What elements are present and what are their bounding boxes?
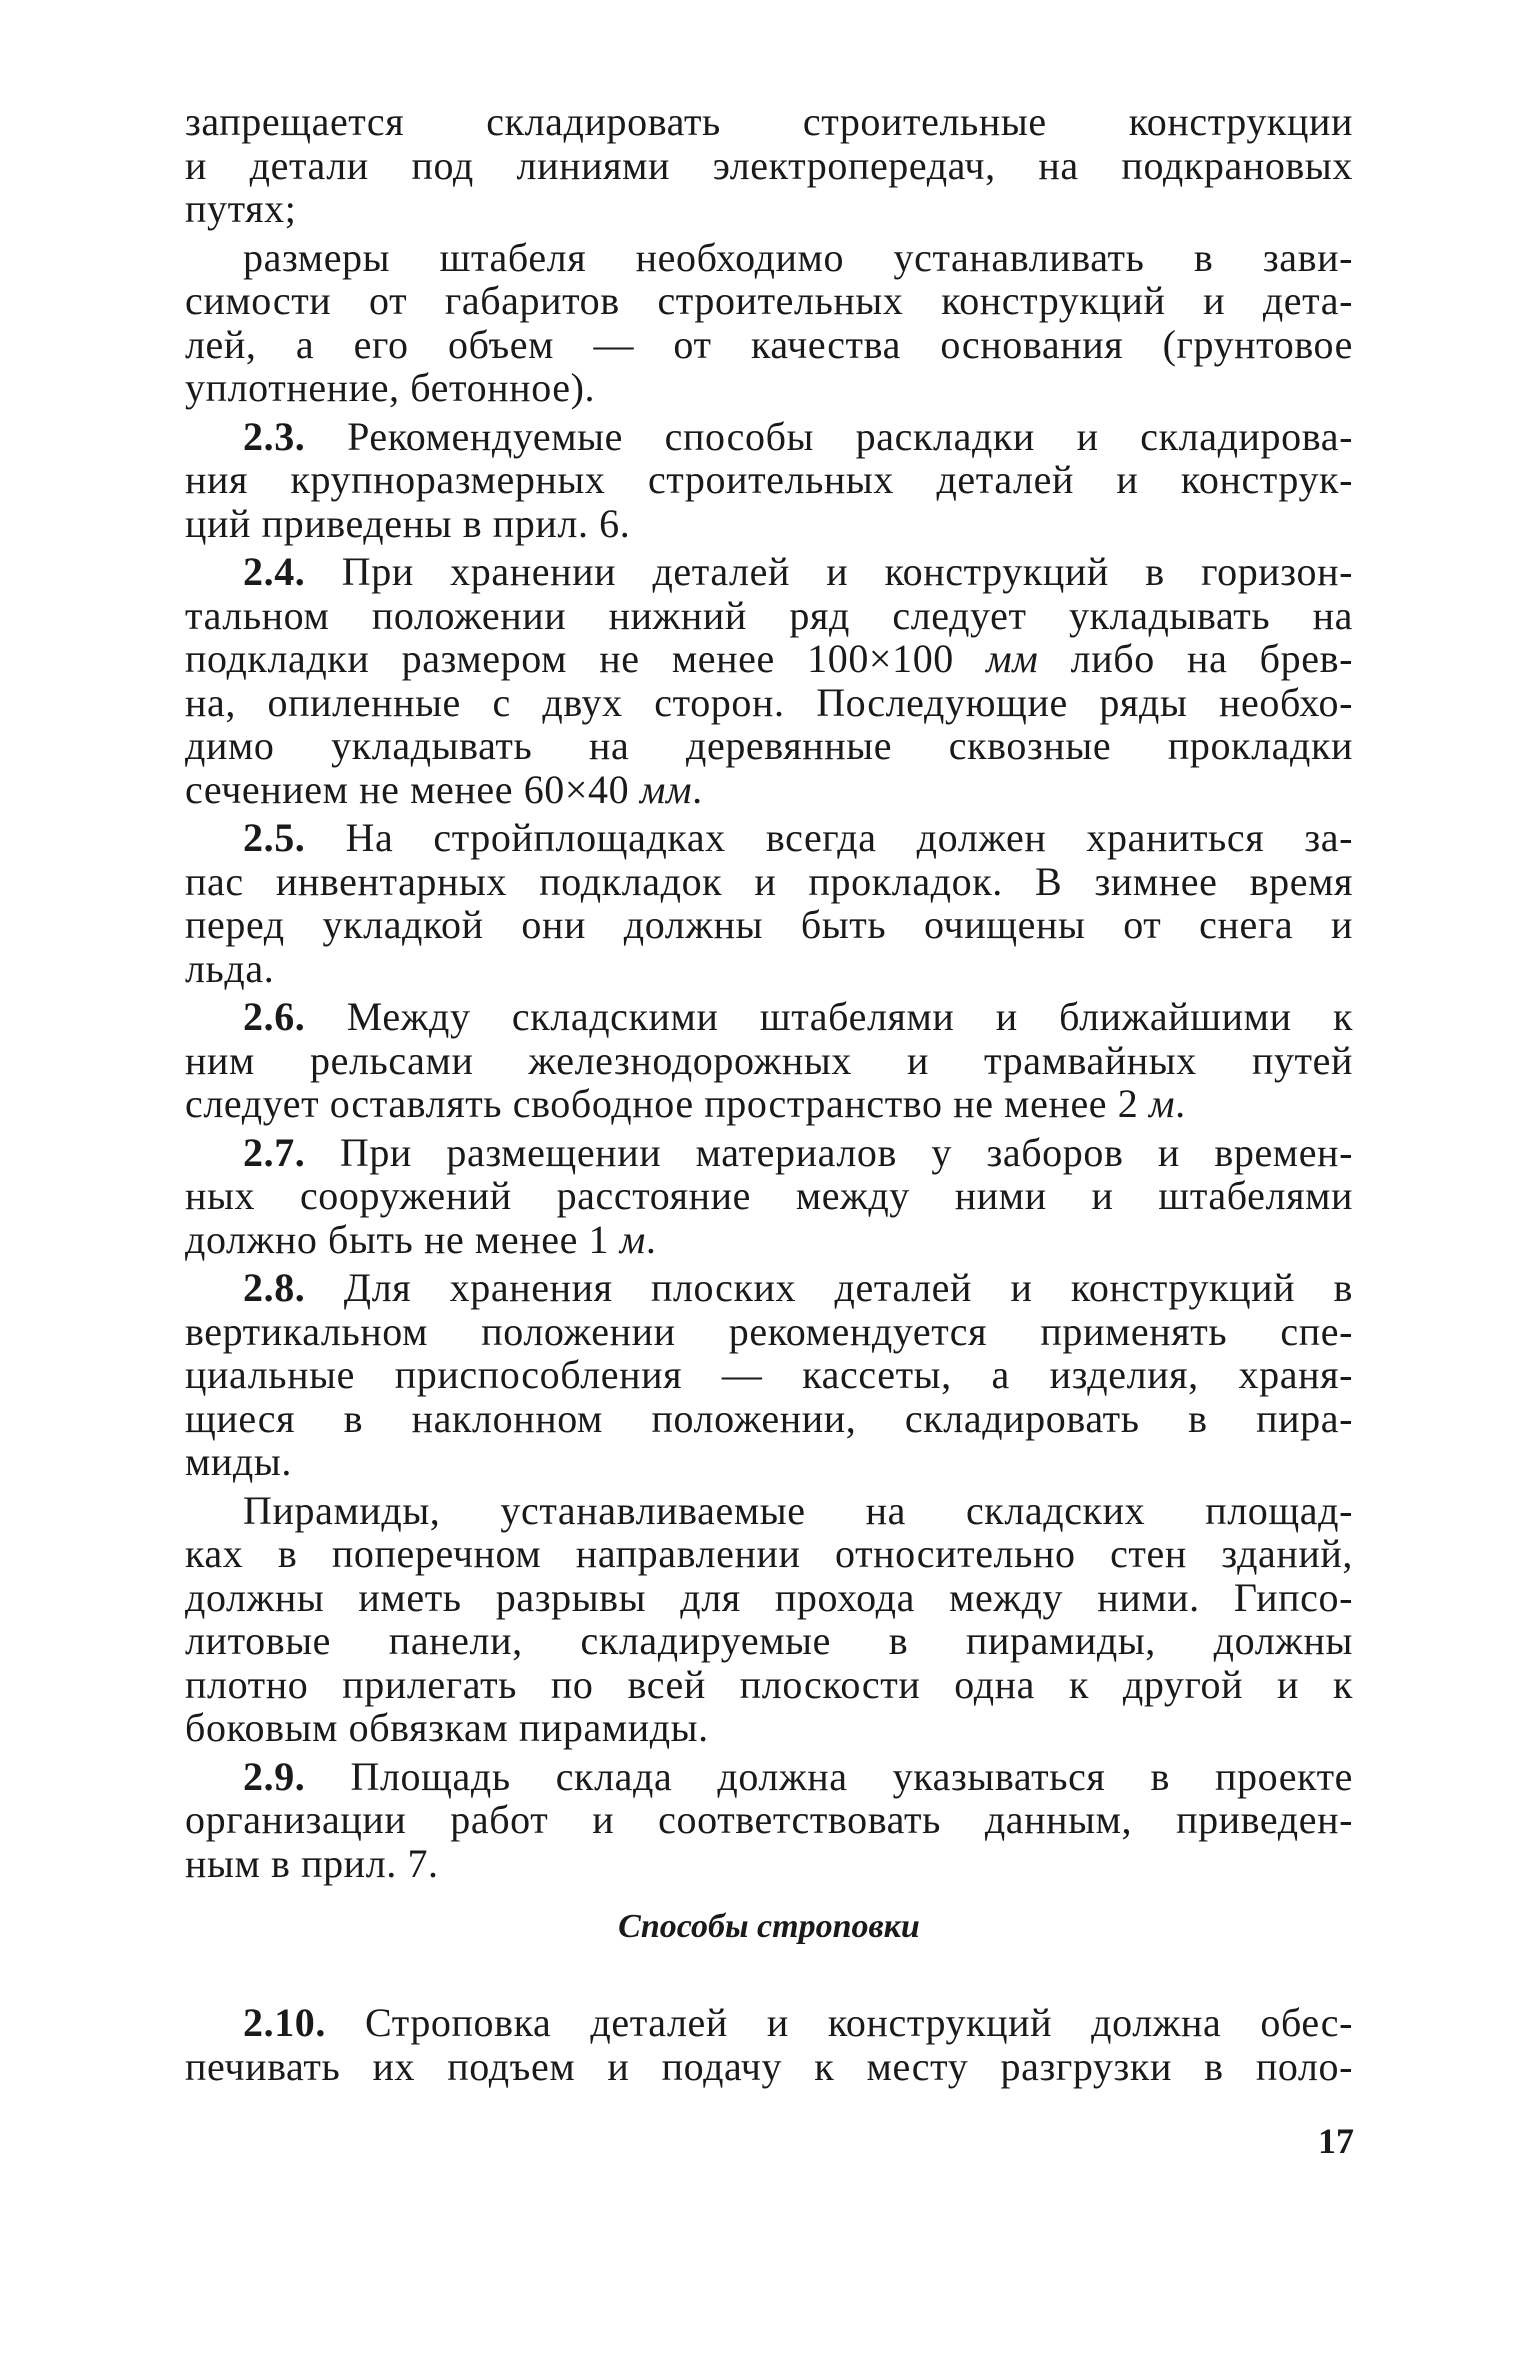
clause-number: 2.6. (243, 994, 306, 1039)
text-segment: ных сооружений расстояние между ними и штабелями (185, 1173, 1353, 1218)
text-line (185, 816, 1353, 860)
text-segment: Строповка деталей и конструкций должна обес- (326, 2000, 1353, 2045)
text-segment: щиеся в наклонном положении, складировать в пира- (185, 1395, 1353, 1441)
text-line (185, 1576, 1353, 1620)
text-segment: печивать их подъем и подачу к месту разгрузки в поло- (185, 2043, 1353, 2089)
paragraph (185, 236, 1353, 410)
text-segment: ках в поперечном направлении относительно стен зданий, (185, 1531, 1353, 1576)
unit-text: м (619, 1216, 646, 1262)
text-line (185, 1489, 1353, 1533)
text-segment: сечением не менее 60×40 (185, 766, 640, 812)
page-number: 17 (1318, 2121, 1354, 2161)
text-line (185, 366, 1353, 410)
text-segment: тальном положении нижний ряд следует укладывать на (185, 592, 1353, 638)
text-segment: Для хранения плоских деталей и конструкций в (305, 1265, 1353, 1310)
text-line (185, 1266, 1353, 1310)
text-segment: путях; (185, 186, 297, 231)
paragraph (185, 1131, 1353, 1262)
text-line (185, 594, 1353, 638)
text-line (185, 2001, 1353, 2045)
text-segment: размеры штабеля необходимо устанавливать в зави- (243, 234, 1353, 280)
text-segment: либо на брев- (1038, 636, 1353, 681)
text-segment: димо укладывать на деревянные сквозные прокладки (185, 723, 1353, 768)
text-line (185, 144, 1353, 188)
paragraph (185, 550, 1353, 811)
text-line (185, 323, 1353, 367)
text-line (185, 1397, 1353, 1441)
unit-text: мм (639, 766, 693, 812)
paragraph (185, 100, 1353, 231)
text-segment: и детали под линиями электропередач, на подкрановых (185, 142, 1353, 188)
paragraph (185, 1755, 1353, 1886)
text-segment: . (645, 1216, 657, 1262)
text-segment: циальные приспособления — кассеты, а изделия, храня- (185, 1352, 1353, 1397)
text-line (185, 1755, 1353, 1799)
text-segment: симости от габаритов строительных конструкций и дета- (185, 278, 1353, 323)
paragraph (185, 995, 1353, 1126)
text-line (185, 637, 1353, 681)
text-segment: . (692, 766, 703, 812)
text-line (185, 279, 1353, 323)
text-line (185, 236, 1353, 280)
section-heading: Способы строповки (618, 1908, 920, 1945)
paragraph (185, 2001, 1353, 2088)
text-line (185, 1798, 1353, 1842)
text-segment: организации работ и соответствовать данным, приведен- (185, 1797, 1353, 1842)
text-segment: уплотнение, бетонное). (185, 365, 596, 410)
text-line (185, 1082, 1353, 1126)
text-line (185, 724, 1353, 768)
text-line (185, 1619, 1353, 1663)
text-segment: на, опиленные с двух сторон. Последующие ряды необхо- (185, 679, 1353, 725)
clause-number: 2.3. (243, 413, 306, 459)
text-line (185, 415, 1353, 459)
text-line (185, 903, 1353, 947)
unit-text: мм (986, 636, 1039, 681)
text-line (185, 1663, 1353, 1707)
text-segment: Площадь склада должна указываться в проекте (305, 1753, 1353, 1799)
text-line (185, 995, 1353, 1039)
text-segment: плотно прилегать по всей плоскости одна к другой и к (185, 1661, 1353, 1707)
text-segment: . (1175, 1081, 1186, 1126)
text-line (185, 100, 1353, 144)
text-segment: литовые панели, складируемые в пирамиды, должны (185, 1618, 1353, 1663)
text-line (185, 947, 1353, 991)
text-segment: При размещении материалов у заборов и времен- (305, 1129, 1353, 1175)
text-segment: подкладки размером не менее 100×100 (185, 636, 987, 681)
text-line (185, 550, 1353, 594)
text-line (185, 2045, 1353, 2089)
text-segment: следует оставлять свободное пространство не менее 2 (185, 1081, 1149, 1126)
text-line (185, 502, 1353, 546)
text-segment: должны иметь разрывы для прохода между ними. Гипсо- (185, 1574, 1353, 1620)
text-segment: ним рельсами железнодорожных и трамвайных путей (185, 1037, 1353, 1083)
text-line (185, 1039, 1353, 1083)
text-line (185, 1218, 1353, 1262)
document-body-continued (185, 1996, 1353, 2088)
paragraph (185, 415, 1353, 546)
text-line (185, 1131, 1353, 1175)
text-line (185, 768, 1353, 812)
clause-number: 2.8. (243, 1265, 306, 1310)
text-segment: льда. (185, 945, 275, 991)
paragraph (185, 816, 1353, 990)
unit-text: м (1148, 1081, 1176, 1126)
text-line (185, 1706, 1353, 1750)
text-segment: При хранении деталей и конструкций в горизон- (305, 549, 1353, 594)
text-segment: ния крупноразмерных строительных деталей и конструк- (185, 457, 1353, 502)
text-line (185, 458, 1353, 502)
text-segment: ций приведены в прил. 6. (185, 500, 631, 546)
text-segment: запрещается складировать строительные конструкции (185, 99, 1353, 144)
text-line (185, 1174, 1353, 1218)
text-line (185, 1842, 1353, 1886)
text-line (185, 1532, 1353, 1576)
text-segment: Пирамиды, устанавливаемые на складских площад- (243, 1487, 1353, 1533)
text-segment: На стройплощадках всегда должен храниться за- (305, 815, 1353, 860)
text-line (185, 860, 1353, 904)
text-segment: боковым обвязкам пирамиды. (185, 1705, 709, 1750)
text-segment: Рекомендуемые способы раскладки и складирова- (305, 413, 1353, 459)
text-segment: перед укладкой они должны быть очищены от снега и (185, 902, 1353, 947)
text-line (185, 1353, 1353, 1397)
document-body (185, 100, 1353, 1885)
paragraph (185, 1489, 1353, 1750)
text-segment: Между складскими штабелями и ближайшими к (305, 994, 1353, 1039)
text-segment: миды. (185, 1439, 292, 1484)
clause-number: 2.9. (243, 1753, 306, 1799)
text-segment: должно быть не менее 1 (185, 1216, 620, 1262)
text-line (185, 1310, 1353, 1354)
clause-number: 2.4. (243, 549, 306, 594)
clause-number: 2.7. (243, 1129, 306, 1175)
text-segment: ным в прил. 7. (185, 1840, 439, 1886)
text-segment: лей, а его объем — от качества основания (грунтовое (185, 321, 1353, 367)
clause-number: 2.5. (243, 815, 306, 860)
text-line (185, 187, 1353, 231)
text-segment: вертикальном положении рекомендуется применять спе- (185, 1308, 1353, 1354)
text-line (185, 1440, 1353, 1484)
clause-number: 2.10. (243, 2000, 326, 2045)
text-line (185, 681, 1353, 725)
text-segment: пас инвентарных подкладок и прокладок. В зимнее время (185, 858, 1353, 904)
paragraph (185, 1266, 1353, 1484)
